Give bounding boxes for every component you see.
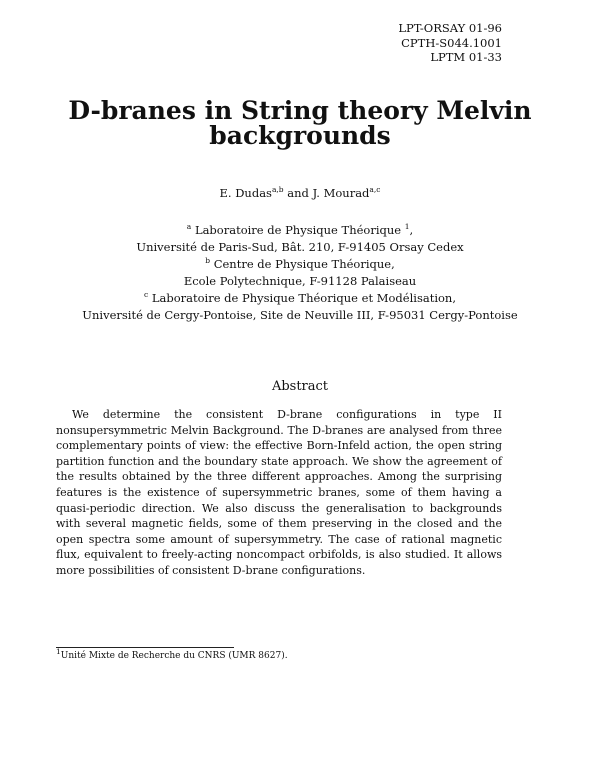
affiliations (0, 222, 600, 324)
affiliation-line: Université de Paris-Sud, Bât. 210, F-91405 Orsay Cedex (136, 240, 464, 254)
paper-title (0, 98, 600, 148)
footnote (56, 647, 288, 661)
authors (0, 186, 600, 200)
affiliation-line: $^a$ Laboratoire de Physique Théorique $^1$, (186, 222, 414, 237)
report-numbers (398, 21, 502, 65)
footnote-rule (56, 647, 234, 648)
affiliation-line: $^c$ Laboratoire de Physique Théorique et Modélisation, (143, 290, 456, 305)
author-affil-mark: a,c (369, 185, 381, 195)
affiliation-line: Ecole Polytechnique, F-91128 Palaiseau (183, 274, 417, 288)
title-line: backgrounds (209, 121, 391, 150)
author-affil-mark: a,b (271, 185, 284, 195)
footnote-ref: 1 (404, 222, 410, 232)
report-number: LPT-ORSAY 01-96 (398, 21, 502, 35)
affil-mark: a (186, 222, 192, 232)
report-number: LPTM 01-33 (430, 50, 502, 64)
author-name: J. Mourad (312, 186, 370, 200)
author-name: E. Dudas (219, 186, 272, 200)
affil-mark: c (143, 290, 149, 300)
title-line: D-branes in String theory Melvin (68, 96, 532, 125)
abstract-heading: Abstract (271, 379, 329, 394)
author-conjunction: and (283, 186, 313, 200)
affiliation-line: Université de Cergy-Pontoise, Site de Neuville III, F-95031 Cergy-Pontoise (82, 308, 518, 322)
report-number: CPTH-S044.1001 (401, 35, 502, 50)
affil-mark: b (205, 256, 211, 266)
footnote-mark: 1 (56, 647, 61, 656)
abstract-body: We determine the consistent D-brane configurations in type II nonsupersymmetric Melvin Background. The D-branes are analysed from three complementary points of view: the effective Born-Infeld action, the open string partition function and the boundary state approach. We show the agreement of the results obtained by the three different approaches. Among the surprising features is the existence of supersymmetric branes, some of them having a quasi-periodic direction. We also discuss the generalisation to backgrounds with several magnetic fields, some of them preserving in the closed and the open spectra some amount of supersymmetry. The case of rational magnetic flux, equivalent to freely-acting noncompact orbifolds, is also studied. It allows more possibilities of consistent D-brane configurations. (56, 408, 502, 577)
footnote-text: Unité Mixte de Recherche du CNRS (UMR 8627). (60, 651, 288, 661)
affiliation-line: $^b$ Centre de Physique Théorique, (205, 256, 395, 271)
